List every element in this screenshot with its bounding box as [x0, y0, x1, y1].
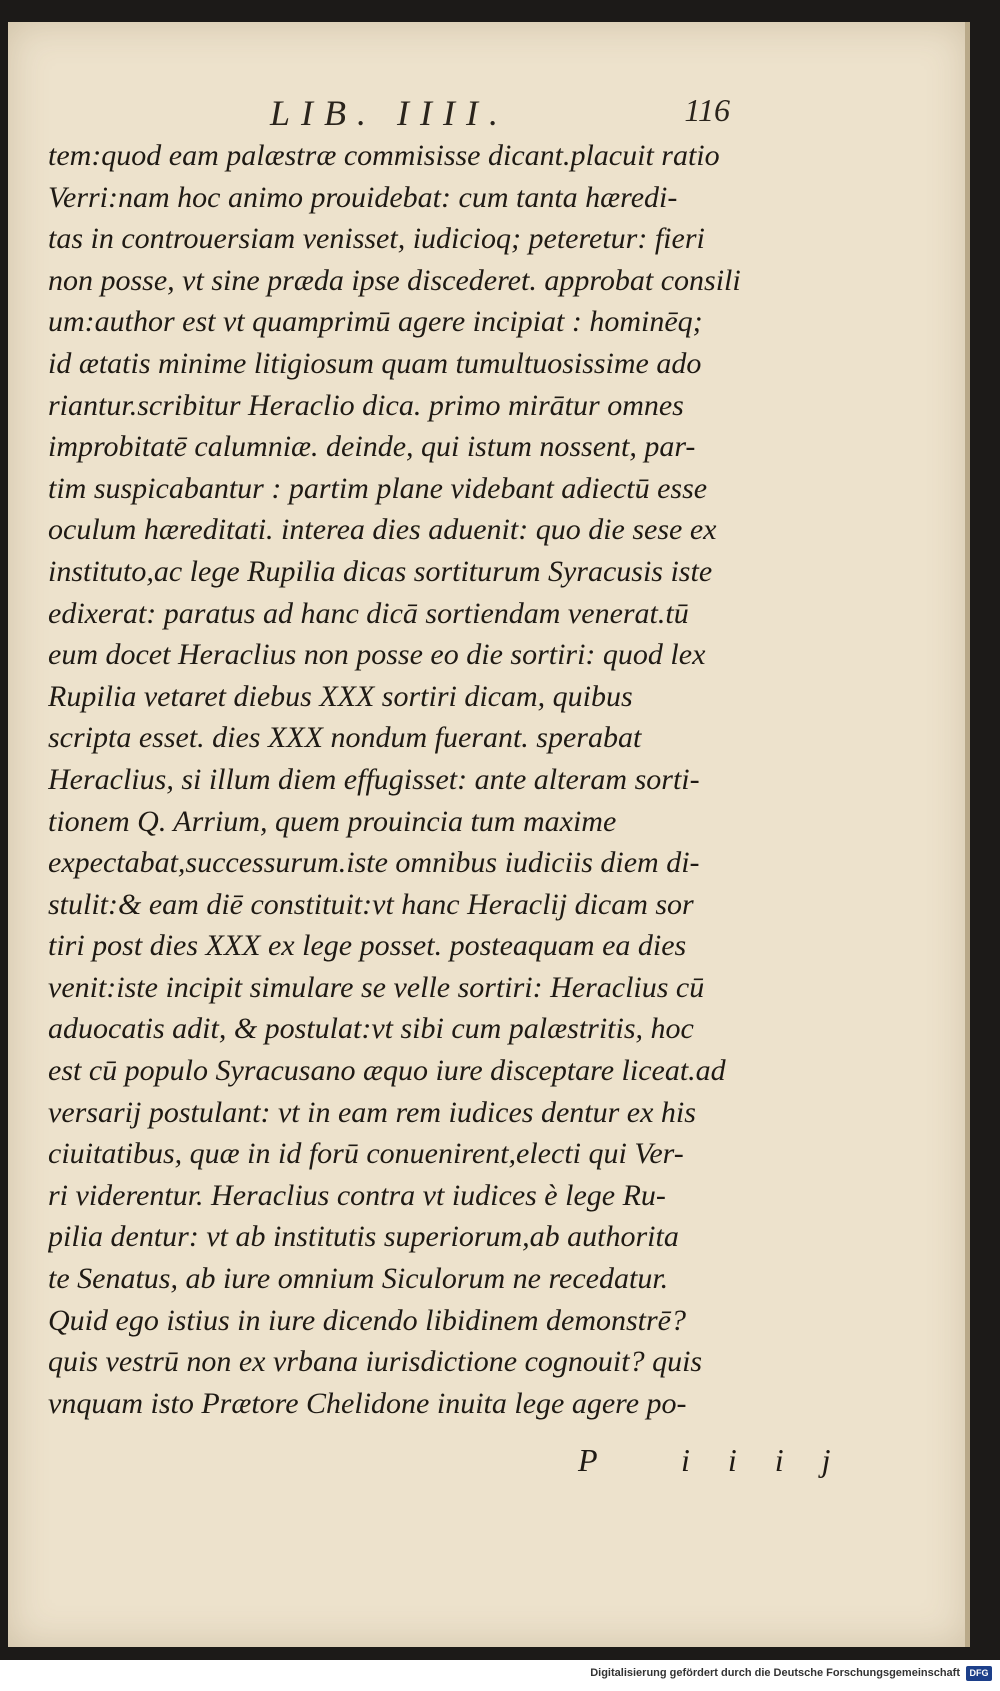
text-line: tionem Q. Arrium, quem prouincia tum maxime	[48, 804, 617, 838]
text-line: versarij postulant: vt in eam rem iudices dentur ex his	[48, 1095, 696, 1129]
text-line: instituto,ac lege Rupilia dicas sortiturum Syracusis iste	[48, 554, 713, 588]
text-line: Rupilia vetaret diebus XXX sortiri dicam, quibus	[48, 679, 633, 713]
text-line: ciuitatibus, quæ in id forū conuenirent,electi qui Ver-	[48, 1137, 684, 1171]
dfg-logo: DFG	[966, 1666, 992, 1681]
text-line: vnquam isto Prætore Chelidone inuita lege agere po-	[48, 1386, 687, 1420]
text-line: quis vestrū non ex vrbana iurisdictione cognouit? quis	[48, 1345, 703, 1379]
text-line: tas in controuersiam venisset, iudicioq; peteretur: fieri	[48, 222, 705, 256]
text-line: oculum hæreditati. interea dies aduenit: quo die sese ex	[48, 513, 717, 547]
text-line: riantur.scribitur Heraclio dica. primo mirātur omnes	[48, 388, 684, 422]
text-line: scripta esset. dies XXX nondum fuerant. sperabat	[48, 721, 642, 755]
text-line: venit:iste incipit simulare se velle sortiri: Heraclius cū	[48, 970, 705, 1004]
text-line: te Senatus, ab iure omnium Siculorum ne recedatur.	[48, 1262, 669, 1296]
text-line: id ætatis minime litigiosum quam tumultuosissime ado	[48, 346, 702, 380]
page-number: 116	[684, 92, 730, 128]
text-line: Heraclius, si illum diem effugisset: ante alteram sorti-	[48, 762, 700, 796]
text-line: stulit:& eam diē constituit:vt hanc Heraclij dicam sor	[48, 887, 694, 921]
funding-credit: Digitalisierung gefördert durch die Deutsche Forschungsgemeinschaft	[590, 1667, 960, 1679]
text-line: ri viderentur. Heraclius contra vt iudices è lege Ru-	[48, 1178, 666, 1212]
text-line: tim suspicabantur : partim plane videbant adiectū esse	[48, 471, 708, 505]
text-line: est cū populo Syracusano æquo iure disceptare liceat.ad	[48, 1054, 726, 1088]
text-line: Quid ego istius in iure dicendo libidinem demonstrē?	[48, 1303, 686, 1337]
text-line: tem:quod eam palæstræ commisisse dicant.placuit ratio	[48, 139, 720, 172]
page-edge	[965, 22, 970, 1647]
text-line: um:author est vt quamprimū agere incipiat : hominēq;	[48, 305, 703, 339]
text-line: Verri:nam hoc animo prouidebat: cum tanta hæredi-	[48, 180, 678, 214]
text-line: improbitatē calumniæ. deinde, qui istum nossent, par-	[48, 430, 696, 464]
text-line: eum docet Heraclius non posse eo die sortiri: quod lex	[48, 638, 706, 672]
text-line: expectabat,successurum.iste omnibus iudiciis diem di-	[48, 846, 700, 880]
text-line: edixerat: paratus ad hanc dicā sortiendam venerat.tū	[48, 596, 689, 630]
body-text	[48, 135, 778, 1424]
signature-mark: P iiij	[578, 1442, 869, 1478]
footer-bar	[0, 1660, 1000, 1691]
text-line: aduocatis adit, & postulat:vt sibi cum palæstritis, hoc	[48, 1012, 694, 1046]
running-head: LIB. IIII.	[270, 93, 509, 133]
page-header	[270, 92, 730, 136]
text-line: non posse, vt sine præda ipse discederet. approbat consili	[48, 263, 741, 297]
text-line: pilia dentur: vt ab institutis superiorum,ab authorita	[48, 1220, 679, 1254]
text-line: tiri post dies XXX ex lege posset. posteaquam ea dies	[48, 929, 687, 963]
